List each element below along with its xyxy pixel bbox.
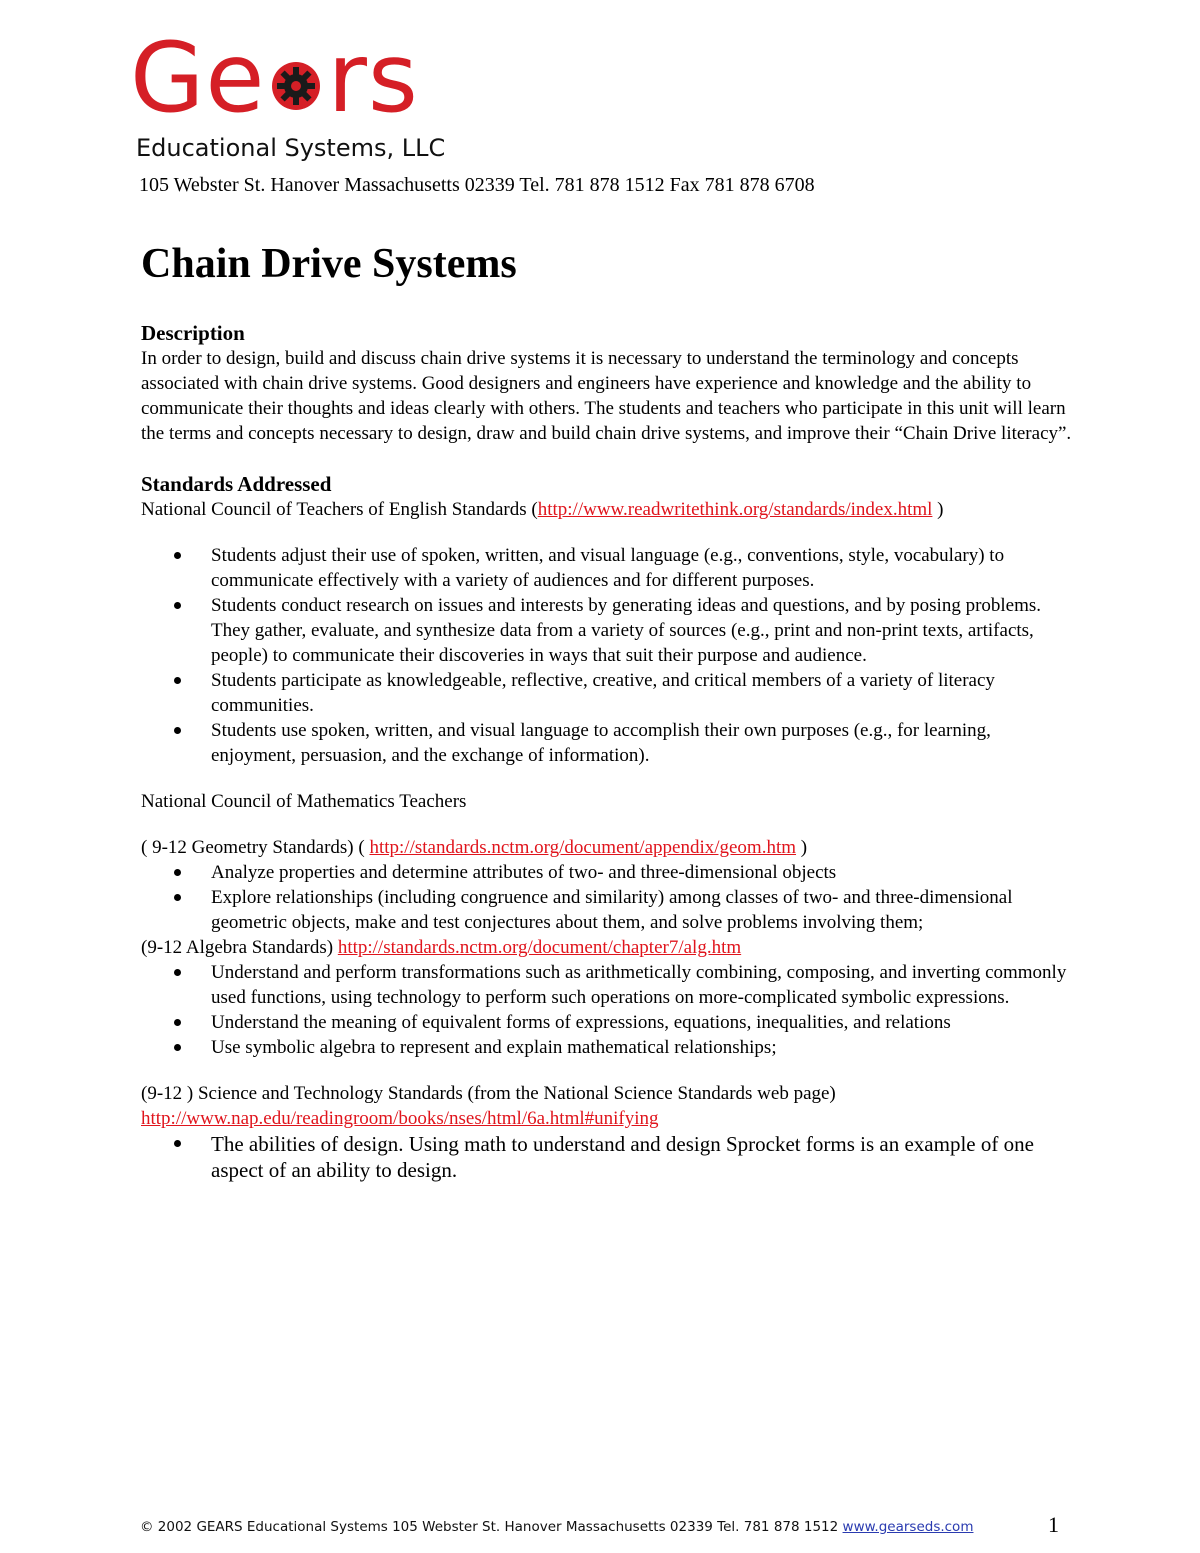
- gears-logo: [130, 22, 450, 162]
- english-intro-text: National Council of Teachers of English Standards (: [141, 499, 538, 520]
- document-body: [141, 320, 1076, 1183]
- list-item: The abilities of design. Using math to understand and design Sprocket forms is an example of one aspect of an ability to design.: [141, 1131, 1076, 1183]
- list-item: Students use spoken, written, and visual language to accomplish their own purposes (e.g., for learning, enjoyment, persuasion, and the exchange of information).: [141, 718, 1076, 768]
- page-title: Chain Drive Systems: [141, 241, 517, 287]
- company-address: 105 Webster St. Hanover Massachusetts 02339 Tel. 781 878 1512 Fax 781 878 6708: [139, 174, 815, 196]
- geometry-close-text: ): [796, 837, 808, 858]
- english-close-text: ): [932, 499, 944, 520]
- description-heading: Description: [141, 321, 245, 345]
- geometry-intro-text: ( 9-12 Geometry Standards) (: [141, 837, 370, 858]
- list-item: Understand the meaning of equivalent forms of expressions, equations, inequalities, and relations: [141, 1010, 1076, 1035]
- science-standards-link-line: [141, 1106, 1076, 1131]
- list-item: Analyze properties and determine attributes of two- and three-dimensional objects: [141, 860, 1076, 885]
- geometry-standards-link[interactable]: http://standards.nctm.org/document/appendix/geom.htm: [369, 837, 797, 858]
- list-item: Use symbolic algebra to represent and explain mathematical relationships;: [141, 1035, 1076, 1060]
- footer-website-link[interactable]: www.gearseds.com: [842, 1519, 974, 1535]
- list-item: Students adjust their use of spoken, written, and visual language (e.g., conventions, style, vocabulary) to communicate effectively with a variety of audiences and for different purposes.: [141, 543, 1076, 593]
- algebra-standards-list: [141, 960, 1076, 1060]
- page-number: 1: [1048, 1512, 1059, 1537]
- english-standards-link[interactable]: http://www.readwritethink.org/standards/index.html: [537, 499, 933, 520]
- page-footer: [140, 1519, 973, 1535]
- science-standards-intro: (9-12 ) Science and Technology Standards (from the National Science Standards web page): [141, 1083, 836, 1104]
- logo-wordmark: [130, 22, 419, 134]
- geometry-standards-list: [141, 860, 1076, 935]
- logo-subtitle: Educational Systems, LLC: [136, 134, 446, 162]
- algebra-standards-intro: [141, 935, 1076, 960]
- list-item: Students participate as knowledgeable, reflective, creative, and critical members of a variety of literacy communities.: [141, 668, 1076, 718]
- description-text: In order to design, build and discuss chain drive systems it is necessary to understand the terminology and concepts associated with chain drive systems. Good designers and engineers have experience and knowledge and the ability to communicate their thoughts and ideas clearly with others. The students and teachers who participate in this unit will learn the terms and concepts necessary to design, draw and build chain drive systems, and improve their “Chain Drive literacy”.: [141, 348, 1072, 444]
- geometry-standards-intro: [141, 835, 1076, 860]
- english-standards-intro: [141, 497, 1076, 522]
- footer-text: © 2002 GEARS Educational Systems 105 Webster St. Hanover Massachusetts 02339 Tel. 781 878 1512: [140, 1519, 843, 1535]
- english-standards-list: [141, 543, 1076, 768]
- science-standards-list: [141, 1131, 1076, 1183]
- algebra-intro-text: (9-12 Algebra Standards): [141, 937, 338, 958]
- science-standards-link[interactable]: http://www.nap.edu/readingroom/books/nses/html/6a.html#unifying: [141, 1108, 659, 1129]
- gear-icon: [267, 34, 325, 92]
- standards-heading: Standards Addressed: [141, 472, 332, 496]
- list-item: Understand and perform transformations such as arithmetically combining, composing, and inverting commonly used functions, using technology to perform such operations on more-complicated symbolic expressions.: [141, 960, 1076, 1010]
- list-item: Students conduct research on issues and interests by generating ideas and questions, and by posing problems. They gather, evaluate, and synthesize data from a variety of sources (e.g., print and non-print texts, artifacts, people) to communicate their discoveries in ways that suit their purpose and audience.: [141, 593, 1076, 668]
- math-standards-heading: National Council of Mathematics Teachers: [141, 791, 467, 812]
- logo-letters-after: rs: [327, 22, 419, 134]
- logo-letters-before: Ge: [130, 22, 266, 134]
- algebra-standards-link[interactable]: http://standards.nctm.org/document/chapter7/alg.htm: [337, 937, 742, 958]
- list-item: Explore relationships (including congruence and similarity) among classes of two- and three-dimensional geometric objects, make and test conjectures about them, and solve problems involving them;: [141, 885, 1076, 935]
